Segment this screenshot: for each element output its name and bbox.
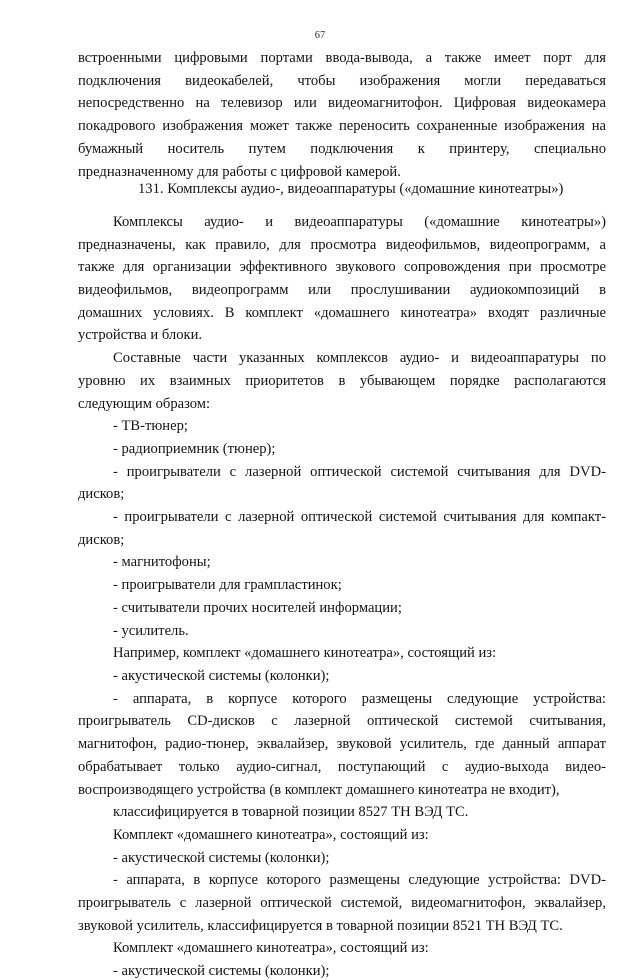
text-line: обрабатывает только аудио-сигнал, поступающий с аудио-выхода видео- <box>78 759 606 775</box>
text-line: предназначенному для работы с цифровой камерой. <box>78 164 401 180</box>
text-line: уровню их взаимных приоритетов в убывающем порядке располагаются <box>78 373 606 389</box>
text-line: - радиоприемник (тюнер); <box>113 441 276 457</box>
page-number: 67 <box>314 30 326 41</box>
text-line: - акустической системы (колонки); <box>113 668 330 684</box>
text-line: - акустической системы (колонки); <box>113 963 330 979</box>
text-line: устройства и блоки. <box>78 327 203 343</box>
text-line: Комплексы аудио- и видеоаппаратуры («домашние кинотеатры») <box>113 214 606 230</box>
text-line: - аппарата, в корпусе которого размещены следующие устройства: DVD- <box>113 872 606 888</box>
text-line: классифицируется в товарной позиции 8527 ТН ВЭД ТС. <box>113 804 469 820</box>
text-line: - считыватели прочих носителей информации; <box>113 600 402 616</box>
text-line: - усилитель. <box>113 623 189 639</box>
text-line: дисков; <box>78 532 125 548</box>
text-line: - акустической системы (колонки); <box>113 850 330 866</box>
text-line: воспроизводящего устройства (в комплект домашнего кинотеатра не входит), <box>78 782 560 798</box>
text-line: магнитофон, радио-тюнер, эквалайзер, звуковой усилитель, где данный аппарат <box>78 736 606 752</box>
text-line: Комплект «домашнего кинотеатра», состоящий из: <box>113 940 429 956</box>
text-line: видеофильмов, видеопрограмм или прослушивании аудиокомпозиций в <box>78 282 606 298</box>
text-line: покадрового изображения может также переносить сохраненные изображения на <box>78 118 606 134</box>
text-line: - магнитофоны; <box>113 554 211 570</box>
text-line: встроенными цифровыми портами ввода-вывода, а также имеет порт для <box>78 50 606 66</box>
text-line: Например, комплект «домашнего кинотеатра», состоящий из: <box>113 645 497 661</box>
text-line: проигрыватель с лазерной оптической системой, видеомагнитофон, эквалайзер, <box>78 895 606 911</box>
text-line: - аппарата, в корпусе которого размещены следующие устройства: <box>113 691 606 707</box>
text-line: предназначены, как правило, для просмотра видеофильмов, видеопрограмм, а <box>78 237 606 253</box>
section-heading: 131. Комплексы аудио-, видеоаппаратуры («домашние кинотеатры») <box>138 181 564 197</box>
text-line: следующим образом: <box>78 396 211 412</box>
text-line: непосредственно на телевизор или видеомагнитофон. Цифровая видеокамера <box>78 95 606 111</box>
text-line: домашних условиях. В комплект «домашнего кинотеатра» входят различные <box>78 305 606 321</box>
text-line: подключения видеокабелей, чтобы изображения могли передаваться <box>78 73 606 89</box>
text-line: звуковой усилитель, классифицируется в товарной позиции 8521 ТН ВЭД ТС. <box>78 918 563 934</box>
text-line: - проигрыватели с лазерной оптической системой считывания для DVD- <box>113 464 606 480</box>
text-line: - ТВ-тюнер; <box>113 418 188 434</box>
text-line: проигрыватель CD-дисков с лазерной оптической системой считывания, <box>78 713 606 729</box>
text-line: дисков; <box>78 486 125 502</box>
text-line: Составные части указанных комплексов аудио- и видеоаппаратуры по <box>113 350 606 366</box>
text-line: - проигрыватели для грампластинок; <box>113 577 342 593</box>
text-line: - проигрыватели с лазерной оптической системой считывания для компакт- <box>113 509 606 525</box>
text-line: бумажный носитель путем подключения к принтеру, специально <box>78 141 606 157</box>
text-line: также для организации эффективного звукового сопровождения при просмотре <box>78 259 606 275</box>
text-line: Комплект «домашнего кинотеатра», состоящий из: <box>113 827 429 843</box>
